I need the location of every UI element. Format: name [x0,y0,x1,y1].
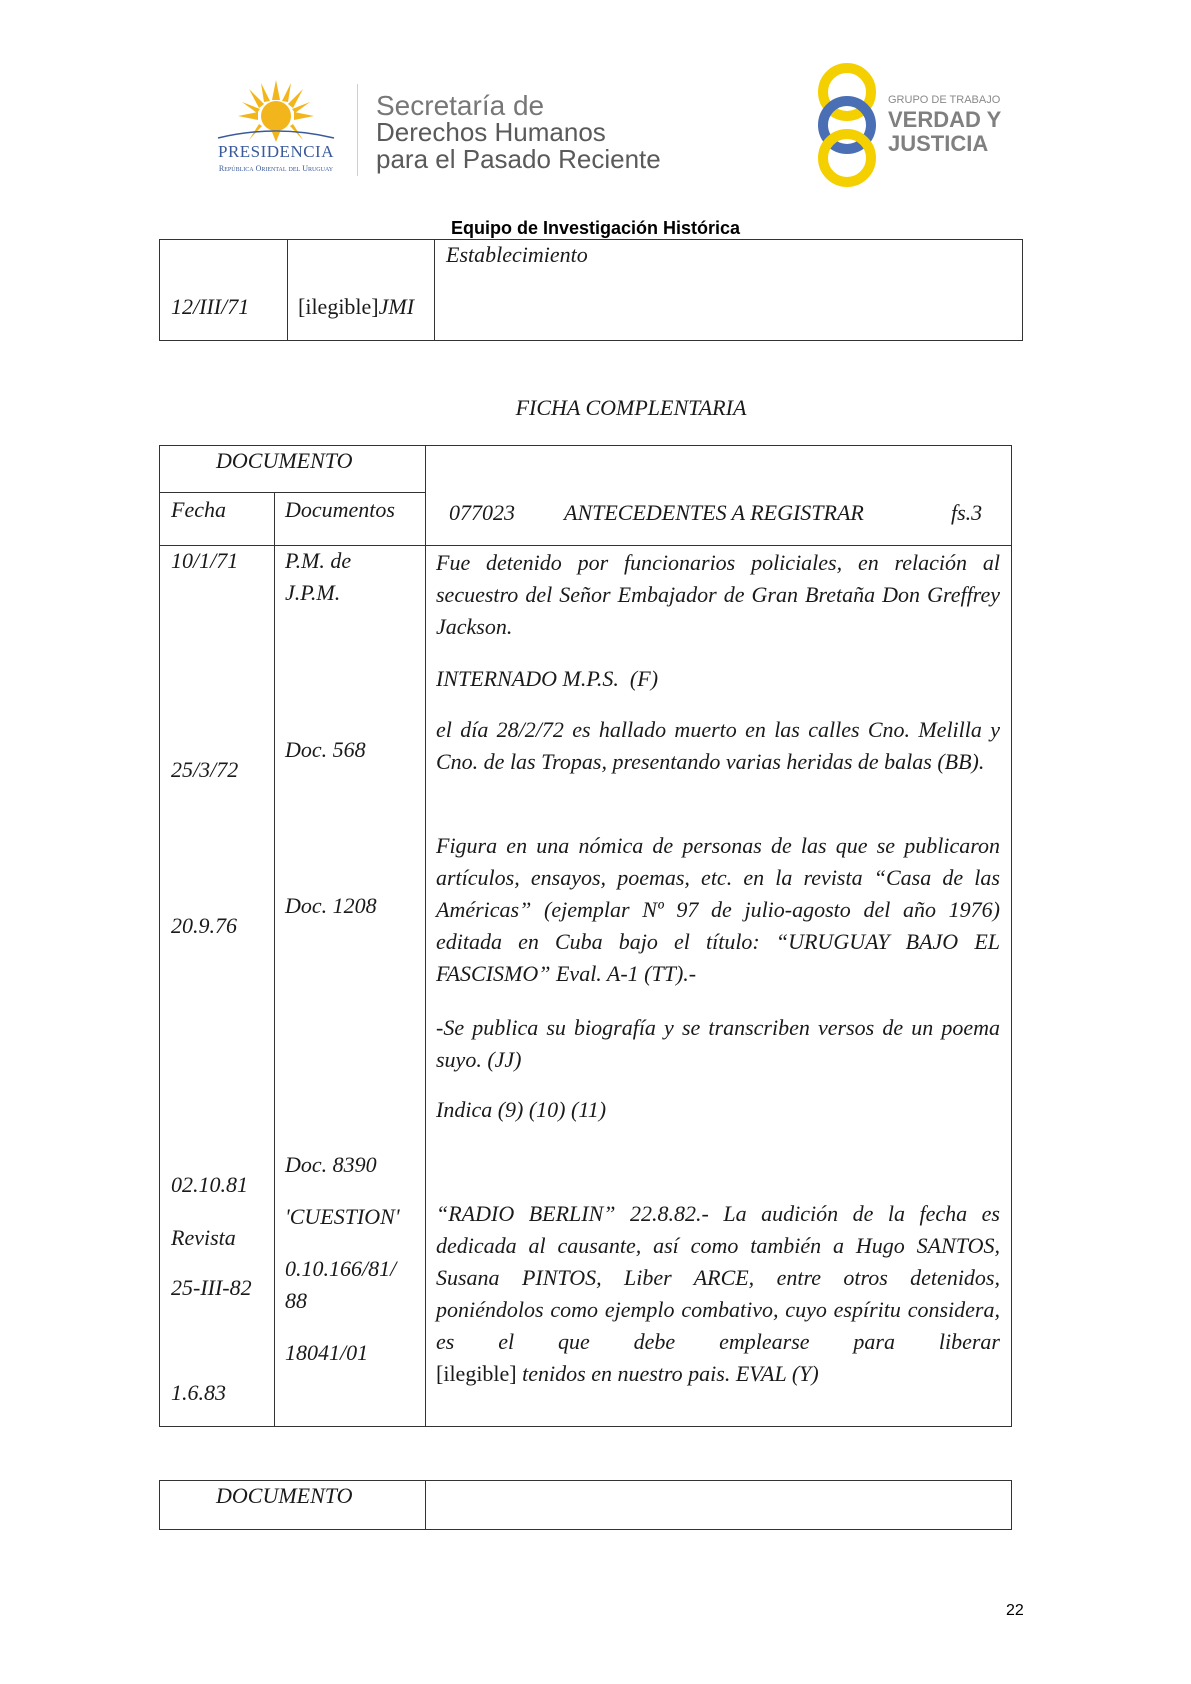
entry-7-last-line [436,1358,1000,1390]
doc-6-line2: 88 [285,1288,307,1313]
header-divider [357,84,358,176]
entry-7: “RADIO BERLIN” 22.8.82.- La audición de la fecha es dedicada al causante, así como también a Hugo SANTOS, Susana PINTOS, Liber ARCE, entre otros detenidos, poniéndolos como ejemplo combativo, cuyo espíritu considera, es el que debe emplearse para liberar [436,1201,1000,1354]
entry-6: Indica (9) (10) (11) [436,1097,607,1122]
entry-2: INTERNADO M.P.S. (F) [436,666,659,691]
documento-label: DOCUMENTO [216,448,353,473]
page-number: 22 [1006,1602,1024,1619]
date-7: 1.6.83 [171,1380,226,1405]
doc-1-line1: P.M. de [285,548,352,573]
bottom-documento-label: DOCUMENTO [216,1483,353,1508]
entry-4: Figura en una nómica de personas de las que se publicaron artículos, ensayos, poemas, etc. en la revista “Casa de las Américas” (ejemplar Nº 97 de julio-agosto del año 1976) editada en Cuba bajo el título: “URUGUAY BAJO EL FASCISMO” Eval. A-1 (TT).- [436,833,1000,986]
illegible-mark-2: [ilegible] [436,1361,517,1386]
folio-label: fs.3 [951,500,983,525]
date-6: 25-III-82 [171,1275,252,1300]
sun-icon [216,80,336,142]
record-number: 077023 [449,500,515,525]
presidencia-label: PRESIDENCIA [217,142,334,161]
doc-6-line1: 0.10.166/81/ [285,1256,397,1281]
ficha-col-divider-1 [274,492,275,1427]
ficha-doc-underline [159,492,425,493]
doc-2: Doc. 568 [285,737,366,762]
establecimiento-header: Establecimiento [446,242,588,267]
date-4: 02.10.81 [171,1172,248,1197]
top-table [159,239,1023,341]
secretaria-line3: para el Pasado Reciente [376,144,661,174]
grupo-line2: VERDAD Y [888,107,1002,132]
doc-3: Doc. 1208 [285,893,377,918]
fecha-label: Fecha [171,497,226,522]
top-table-doc [298,294,414,320]
presidencia-logo [196,80,356,180]
date-1: 10/1/71 [171,548,239,573]
entry-7-tail: tenidos en nuestro pais. EVAL (Y) [516,1361,819,1386]
ficha-col-divider-2 [425,445,426,1427]
antecedentes-label: ANTECEDENTES A REGISTRAR [564,500,864,525]
doc-1-line2: J.P.M. [285,580,341,605]
ficha-header-divider [159,545,1012,546]
top-table-date: 12/III/71 [171,294,250,319]
secretaria-line2: Derechos Humanos [376,117,606,147]
date-2: 25/3/72 [171,757,239,782]
doc-5: 'CUESTION' [285,1204,400,1229]
top-table-divider-1 [287,239,288,341]
doc-suffix: JMI [378,294,415,319]
grupo-line3: JUSTICIA [888,131,989,156]
entry-5: -Se publica su biografía y se transcriben versos de un poema suyo. (JJ) [436,1015,1000,1072]
secretaria-line1: Secretaría de [376,90,545,121]
grupo-line1: GRUPO DE TRABAJO [888,94,1001,106]
date-3: 20.9.76 [171,913,237,938]
secretaria-title [376,92,661,173]
section-title: FICHA COMPLENTARIA [515,395,747,420]
republica-label: República Oriental del Uruguay [218,164,334,173]
illegible-mark: [ilegible] [298,294,379,319]
documentos-label: Documentos [285,497,395,522]
entry-1: Fue detenido por funcionarios policiales, en relación al secuestro del Señor Embajador de Gran Bretaña Don Greffrey Jackson. [436,550,1000,639]
linked-rings-icon [814,62,880,188]
grupo-trabajo-logo [814,62,1034,192]
team-title: Equipo de Investigación Histórica [450,218,741,238]
doc-7: 18041/01 [285,1340,369,1365]
top-table-divider-2 [434,239,435,341]
entry-3: el día 28/2/72 es hallado muerto en las calles Cno. Melilla y Cno. de las Tropas, presentando varias heridas de balas (BB). [436,717,1000,774]
doc-4: Doc. 8390 [285,1152,377,1177]
bottom-table-divider [425,1480,426,1530]
date-5: Revista [171,1225,236,1250]
